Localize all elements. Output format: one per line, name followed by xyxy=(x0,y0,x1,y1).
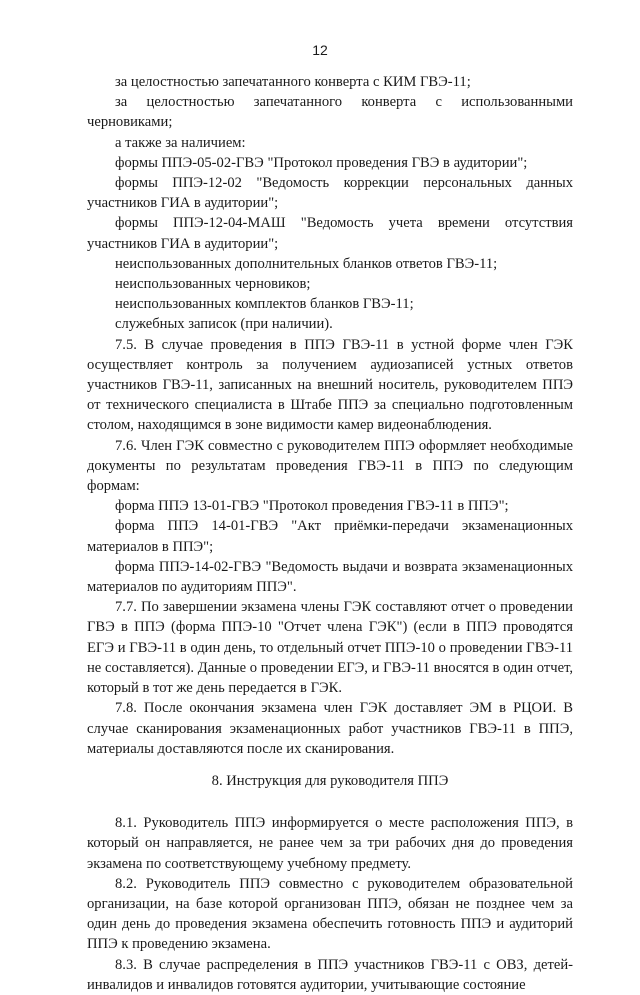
paragraph: 8.3. В случае распределения в ППЭ участников ГВЭ-11 с ОВЗ, детей-инвалидов и инвалидов готовятся аудитории, учитывающие состояние xyxy=(87,956,573,993)
paragraph: 7.7. По завершении экзамена члены ГЭК составляют отчет о проведении ГВЭ в ППЭ (форма ППЭ-10 "Отчет члена ГЭК") (если в ППЭ проводятся ЕГЭ и ГВЭ-11 в один день, то отдельный отчет ППЭ-10 о проведении ГВЭ-11 не составляется). Данные о проведении ЕГЭ, и ГВЭ-11 вносятся в один отчет, который в тот же день передается в ГЭК. xyxy=(87,599,573,697)
paragraph: служебных записок (при наличии). xyxy=(115,316,333,333)
section-heading: 8. Инструкция для руководителя ППЭ xyxy=(211,772,449,789)
paragraph: за целостностью запечатанного конверта с использованными черновиками; xyxy=(87,94,573,131)
paragraph: 8.2. Руководитель ППЭ совместно с руководителем образовательной организации, на базе которой организован ППЭ, обязан не позднее чем за один день до проведения экзамена обеспечить готовность ППЭ и аудиторий ППЭ к проведению экзамена. xyxy=(87,875,573,953)
paragraph: 8.1. Руководитель ППЭ информируется о месте расположения ППЭ, в который он направляется, не ранее чем за три рабочих дня до проведения экзамена по соответствующему учебному предмету. xyxy=(87,815,573,872)
paragraph: 7.6. Член ГЭК совместно с руководителем ППЭ оформляет необходимые документы по результатам проведения ГВЭ-11 в ППЭ по следующим формам: xyxy=(87,437,573,495)
paragraph: а также за наличием: xyxy=(115,134,246,151)
paragraph: 7.8. После окончания экзамена член ГЭК доставляет ЭМ в РЦОИ. В случае сканирования экзаменационных работ участников ГВЭ-11 в ППЭ, материалы доставляются после их сканирования. xyxy=(87,700,573,757)
page-number: 12 xyxy=(312,42,328,58)
paragraph: неиспользованных черновиков; xyxy=(115,276,311,293)
paragraph: форма ППЭ 14-01-ГВЭ "Акт приёмки-передачи экзаменационных материалов в ППЭ"; xyxy=(87,518,573,555)
paragraph: формы ППЭ-05-02-ГВЭ "Протокол проведения ГВЭ в аудитории"; xyxy=(115,154,528,171)
paragraph: форма ППЭ-14-02-ГВЭ "Ведомость выдачи и возврата экзаменационных материалов по аудиториям ППЭ". xyxy=(87,558,573,596)
paragraph: формы ППЭ-12-02 "Ведомость коррекции персональных данных участников ГИА в аудитории"; xyxy=(87,175,573,212)
paragraph: неиспользованных дополнительных бланков ответов ГВЭ-11; xyxy=(115,255,498,272)
paragraph: формы ППЭ-12-04-МАШ "Ведомость учета времени отсутствия участников ГИА в аудитории"; xyxy=(87,215,573,252)
paragraph: форма ППЭ 13-01-ГВЭ "Протокол проведения ГВЭ-11 в ППЭ"; xyxy=(115,498,509,515)
page-content xyxy=(87,72,573,995)
paragraph: неиспользованных комплектов бланков ГВЭ-11; xyxy=(115,296,414,313)
paragraph: за целостностью запечатанного конверта с КИМ ГВЭ-11; xyxy=(115,74,471,90)
paragraph: 7.5. В случае проведения в ППЭ ГВЭ-11 в устной форме член ГЭК осуществляет контроль за получением аудиозаписей устных ответов участников ГВЭ-11, записанных на внешний носитель, руководителем ППЭ от технического специалиста в Штабе ППЭ за специально подготовленным столом, находящимся в зоне видимости камер видеонаблюдения. xyxy=(87,336,573,434)
